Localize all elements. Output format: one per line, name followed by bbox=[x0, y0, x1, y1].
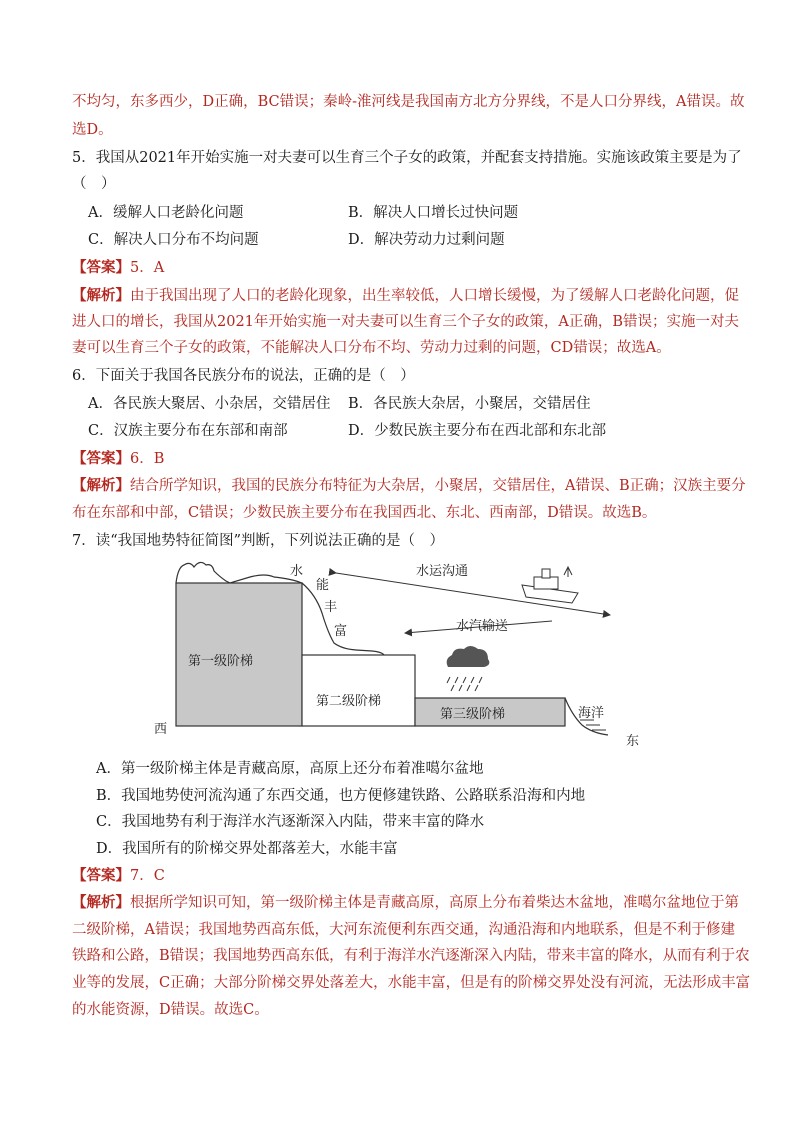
ocean-waves bbox=[580, 720, 606, 730]
water-power-char-3: 丰 bbox=[324, 600, 338, 615]
q5-stem: 5．我国从2021年开始实施一对夫妻可以生育三个子女的政策，并配套支持措施。实施该政策主要是为了 bbox=[72, 150, 742, 166]
analysis-tag: 【解析】 bbox=[72, 894, 130, 911]
q6-option-d: D．少数民族主要分布在西北部和东北部 bbox=[348, 423, 607, 439]
q6-option-b: B．各民族大杂居，小聚居，交错居住 bbox=[348, 396, 591, 412]
q7-analysis-line-1 bbox=[72, 893, 739, 913]
q5-option-c: C．解决人口分布不均问题 bbox=[88, 232, 259, 248]
mountain-outline bbox=[176, 562, 302, 583]
answer-value: 6．B bbox=[130, 451, 165, 467]
q7-option-d: D．我国所有的阶梯交界处都落差大，水能丰富 bbox=[96, 841, 398, 857]
analysis-text: 根据所学知识可知，第一级阶梯主体是青藏高原，高原上分布着柴达木盆地，准噶尔盆地位于第 bbox=[130, 895, 739, 911]
q5-option-b: B．解决人口增长过快问题 bbox=[348, 205, 519, 221]
q6-option-a: A．各民族大聚居、小杂居，交错居住 bbox=[88, 396, 331, 412]
answer-tag: 【答案】 bbox=[72, 259, 130, 276]
q7-option-a: A．第一级阶梯主体是青藏高原，高原上还分布着准噶尔盆地 bbox=[96, 761, 484, 777]
west-label: 西 bbox=[154, 722, 168, 737]
q5-analysis-line-2: 进人口的增长，我国从2021年开始实施一对夫妻可以生育三个子女的政策，A正确，B错误；实施一对夫 bbox=[72, 314, 740, 330]
q6-analysis-line-2: 布在东部和中部，C错误；少数民族主要分布在我国西北、东北、西南部，D错误。故选B。 bbox=[72, 505, 657, 521]
terrain-diagram-svg bbox=[150, 555, 650, 750]
q5-analysis-line-1 bbox=[72, 286, 739, 306]
q7-answer bbox=[72, 866, 165, 886]
q7-analysis-line-2: 二级阶梯，A错误；我国地势西高东低，大河东流便利东西交通，沟通沿海和内地联系，但是不利于修建 bbox=[72, 922, 735, 938]
prev-analysis-line-1: 不均匀，东多西少，D正确，BC错误；秦岭-淮河线是我国南方北方分界线，不是人口分界线，A错误。故 bbox=[72, 94, 745, 110]
q5-option-a: A．缓解人口老龄化问题 bbox=[88, 205, 244, 221]
rain-cloud-icon bbox=[447, 646, 490, 691]
ship-icon bbox=[522, 567, 578, 603]
q6-stem: 6．下面关于我国各民族分布的说法，正确的是（ ） bbox=[72, 368, 415, 384]
answer-value: 5．A bbox=[130, 260, 165, 276]
step3-label: 第三级阶梯 bbox=[440, 707, 506, 722]
q5-answer bbox=[72, 258, 164, 278]
q5-analysis-line-3: 妻可以生育三个子女的政策，不能解决人口分布不均、劳动力过剩的问题，CD错误；故选A。 bbox=[72, 340, 671, 356]
q7-analysis-line-4: 业等的发展，C正确；大部分阶梯交界处落差大，水能丰富，但是有的阶梯交界处没有河流，无法形成丰富 bbox=[72, 975, 751, 991]
answer-tag: 【答案】 bbox=[72, 867, 130, 884]
analysis-text: 结合所学知识，我国的民族分布特征为大杂居，小聚居，交错居住，A错误、B正确；汉族主要分 bbox=[130, 478, 746, 494]
ocean-label: 海洋 bbox=[578, 706, 605, 721]
vapor-label: 水汽输送 bbox=[456, 619, 509, 634]
answer-tag: 【答案】 bbox=[72, 450, 130, 467]
q6-option-c: C．汉族主要分布在东部和南部 bbox=[88, 423, 288, 439]
step2-block bbox=[302, 655, 415, 726]
water-power-char-1: 水 bbox=[290, 564, 304, 579]
shipping-label: 水运沟通 bbox=[416, 564, 469, 579]
water-power-char-2: 能 bbox=[316, 578, 330, 593]
q6-answer bbox=[72, 449, 164, 469]
terrain-diagram bbox=[150, 555, 650, 750]
east-label: 东 bbox=[626, 734, 640, 749]
q6-analysis-line-1 bbox=[72, 476, 746, 496]
step1-label: 第一级阶梯 bbox=[188, 654, 254, 669]
answer-value: 7．C bbox=[130, 868, 165, 884]
q7-option-c: C．我国地势有利于海洋水汽逐渐深入内陆，带来丰富的降水 bbox=[96, 814, 485, 830]
water-power-char-4: 富 bbox=[334, 624, 348, 639]
analysis-text: 由于我国出现了人口的老龄化现象，出生率较低，人口增长缓慢，为了缓解人口老龄化问题，促 bbox=[130, 288, 739, 304]
q5-paren: （ ） bbox=[72, 176, 116, 192]
step2-label: 第二级阶梯 bbox=[316, 694, 382, 709]
q7-option-b: B．我国地势使河流沟通了东西交通，也方便修建铁路、公路联系沿海和内地 bbox=[96, 788, 586, 804]
q5-option-d: D．解决劳动力过剩问题 bbox=[348, 232, 505, 248]
analysis-tag: 【解析】 bbox=[72, 477, 130, 494]
prev-analysis-line-2: 选D。 bbox=[72, 122, 113, 138]
slope-line bbox=[302, 583, 384, 655]
q7-stem: 7．读“我国地势特征简图”判断，下列说法正确的是（ ） bbox=[72, 533, 445, 549]
analysis-tag: 【解析】 bbox=[72, 287, 130, 304]
q7-analysis-line-3: 铁路和公路，B错误；我国地势西高东低，有利于海洋水汽逐渐深入内陆，带来丰富的降水，从而有利于农 bbox=[72, 948, 750, 964]
q7-analysis-line-5: 的水能资源，D错误。故选C。 bbox=[72, 1002, 269, 1018]
